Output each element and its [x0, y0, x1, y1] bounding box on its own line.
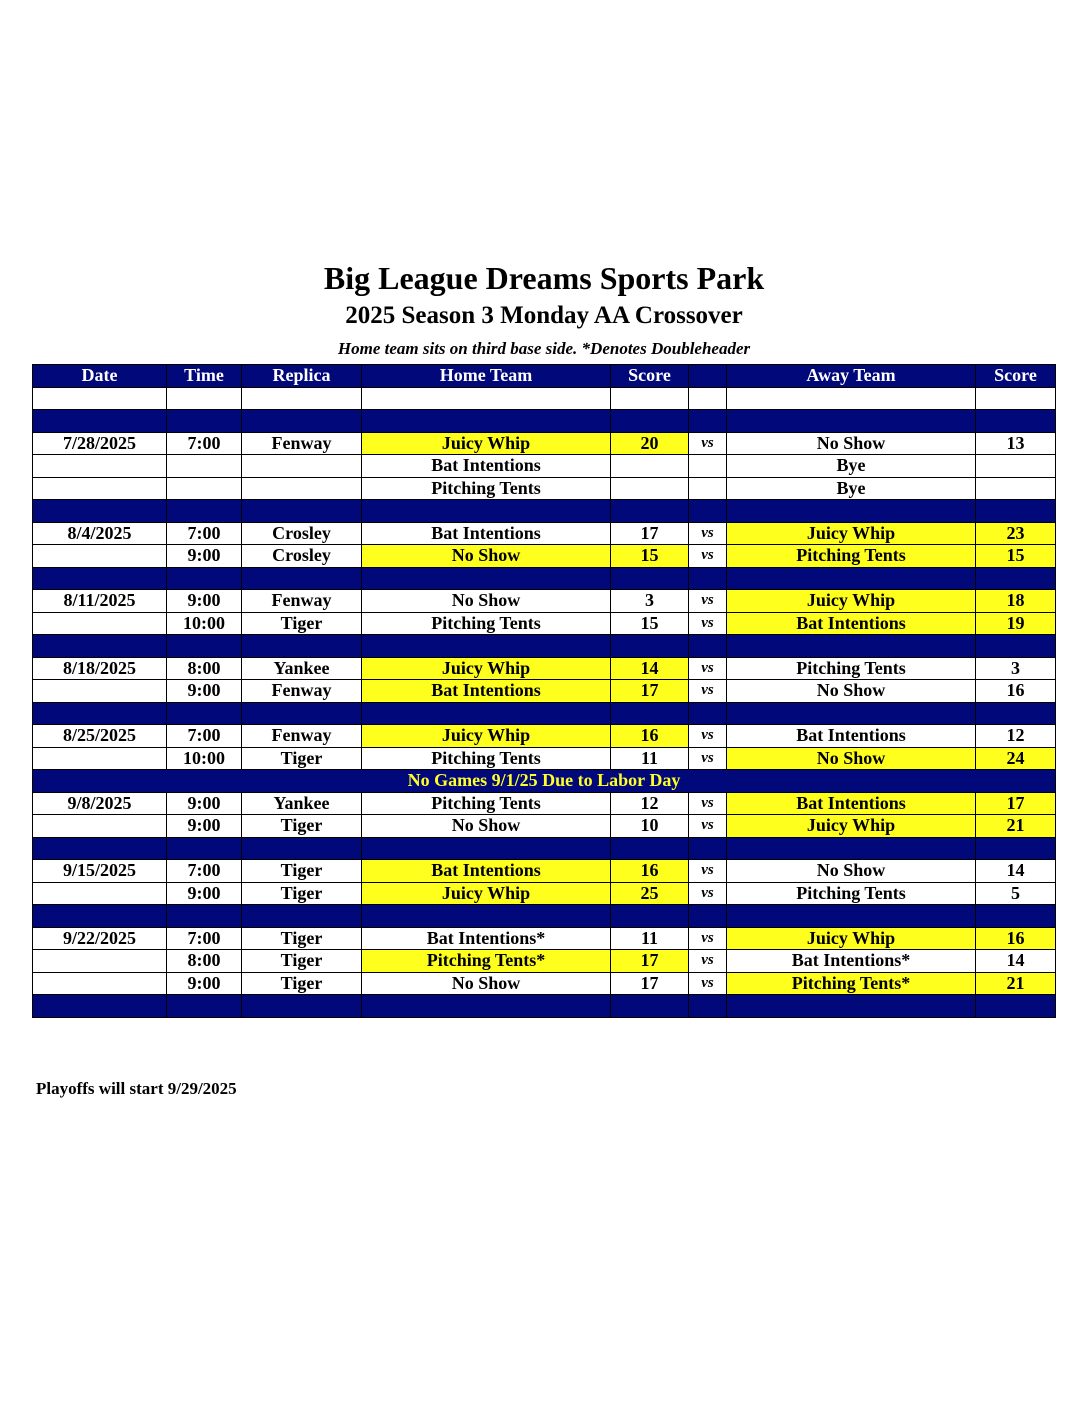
- replica-cell: Yankee: [242, 792, 362, 815]
- table-row: [33, 950, 1056, 973]
- replica-cell: Yankee: [242, 657, 362, 680]
- home-score-cell: [611, 635, 689, 658]
- replica-cell: Crosley: [242, 545, 362, 568]
- table-row: [33, 612, 1056, 635]
- away-score-cell: 21: [976, 972, 1056, 995]
- away-team-cell: Pitching Tents*: [727, 972, 976, 995]
- time-cell: 10:00: [167, 612, 242, 635]
- time-cell: 7:00: [167, 725, 242, 748]
- home-team-cell: [362, 635, 611, 658]
- away-score-cell: [976, 477, 1056, 500]
- date-cell: 7/28/2025: [33, 432, 167, 455]
- home-score-cell: [611, 455, 689, 478]
- time-cell: [167, 455, 242, 478]
- time-cell: 9:00: [167, 545, 242, 568]
- column-header-time: Time: [167, 365, 242, 388]
- vs-cell: vs: [689, 725, 727, 748]
- away-team-cell: [727, 702, 976, 725]
- home-score-cell: [611, 500, 689, 523]
- away-score-cell: 24: [976, 747, 1056, 770]
- replica-cell: Tiger: [242, 860, 362, 883]
- date-cell: 8/25/2025: [33, 725, 167, 748]
- date-cell: [33, 635, 167, 658]
- home-score-cell: 14: [611, 657, 689, 680]
- away-score-cell: 13: [976, 432, 1056, 455]
- column-header-date: Date: [33, 365, 167, 388]
- home-team-cell: Bat Intentions: [362, 522, 611, 545]
- date-cell: 9/8/2025: [33, 792, 167, 815]
- vs-cell: vs: [689, 545, 727, 568]
- replica-cell: [242, 410, 362, 433]
- time-cell: 9:00: [167, 792, 242, 815]
- table-row: [33, 815, 1056, 838]
- page-subtitle: 2025 Season 3 Monday AA Crossover: [345, 302, 743, 329]
- table-row: [33, 477, 1056, 500]
- away-team-cell: Pitching Tents: [727, 545, 976, 568]
- replica-cell: [242, 567, 362, 590]
- away-score-cell: 3: [976, 657, 1056, 680]
- date-cell: [33, 837, 167, 860]
- away-team-cell: Juicy Whip: [727, 590, 976, 613]
- away-score-cell: 14: [976, 950, 1056, 973]
- time-cell: 9:00: [167, 815, 242, 838]
- home-score-cell: 15: [611, 612, 689, 635]
- replica-cell: [242, 837, 362, 860]
- separator-row: [33, 995, 1056, 1018]
- away-team-cell: [727, 387, 976, 410]
- replica-cell: Tiger: [242, 950, 362, 973]
- vs-cell: [689, 837, 727, 860]
- vs-cell: vs: [689, 657, 727, 680]
- replica-cell: [242, 995, 362, 1018]
- home-team-cell: [362, 905, 611, 928]
- vs-cell: vs: [689, 815, 727, 838]
- separator-row: [33, 567, 1056, 590]
- time-cell: [167, 500, 242, 523]
- table-row: [33, 882, 1056, 905]
- table-row: [33, 657, 1056, 680]
- separator-row: [33, 635, 1056, 658]
- away-team-cell: [727, 905, 976, 928]
- away-team-cell: Bat Intentions: [727, 792, 976, 815]
- notice-row: [33, 770, 1056, 793]
- home-team-cell: Juicy Whip: [362, 432, 611, 455]
- separator-row: [33, 905, 1056, 928]
- away-team-cell: Bat Intentions: [727, 612, 976, 635]
- time-cell: [167, 635, 242, 658]
- home-team-cell: [362, 702, 611, 725]
- home-team-cell: [362, 500, 611, 523]
- replica-cell: Tiger: [242, 972, 362, 995]
- replica-cell: [242, 455, 362, 478]
- replica-cell: Tiger: [242, 927, 362, 950]
- time-cell: [167, 995, 242, 1018]
- replica-cell: Fenway: [242, 590, 362, 613]
- home-score-cell: [611, 387, 689, 410]
- replica-cell: Tiger: [242, 882, 362, 905]
- table-row: [33, 972, 1056, 995]
- away-score-cell: [976, 500, 1056, 523]
- column-header-home-team: Home Team: [362, 365, 611, 388]
- table-row: [33, 927, 1056, 950]
- home-team-cell: [362, 387, 611, 410]
- home-score-cell: 11: [611, 747, 689, 770]
- table-row: [33, 792, 1056, 815]
- time-cell: [167, 477, 242, 500]
- vs-cell: [689, 702, 727, 725]
- away-score-cell: [976, 455, 1056, 478]
- home-score-cell: 17: [611, 972, 689, 995]
- separator-row: [33, 702, 1056, 725]
- time-cell: [167, 905, 242, 928]
- home-team-cell: Pitching Tents: [362, 747, 611, 770]
- replica-cell: [242, 635, 362, 658]
- table-row: [33, 680, 1056, 703]
- home-team-cell: Pitching Tents: [362, 612, 611, 635]
- time-cell: 8:00: [167, 950, 242, 973]
- date-cell: 9/22/2025: [33, 927, 167, 950]
- away-team-cell: [727, 410, 976, 433]
- date-cell: [33, 950, 167, 973]
- away-team-cell: [727, 837, 976, 860]
- away-team-cell: Bye: [727, 455, 976, 478]
- vs-cell: [689, 905, 727, 928]
- replica-cell: [242, 702, 362, 725]
- replica-cell: Tiger: [242, 815, 362, 838]
- home-score-cell: [611, 567, 689, 590]
- away-team-cell: No Show: [727, 747, 976, 770]
- away-score-cell: 21: [976, 815, 1056, 838]
- home-team-cell: Bat Intentions: [362, 680, 611, 703]
- time-cell: 7:00: [167, 522, 242, 545]
- date-cell: [33, 500, 167, 523]
- vs-cell: [689, 500, 727, 523]
- date-cell: [33, 702, 167, 725]
- time-cell: [167, 410, 242, 433]
- home-team-cell: Bat Intentions*: [362, 927, 611, 950]
- page-title: Big League Dreams Sports Park: [323, 260, 765, 296]
- time-cell: [167, 702, 242, 725]
- away-score-cell: 5: [976, 882, 1056, 905]
- home-team-cell: Pitching Tents*: [362, 950, 611, 973]
- vs-cell: [689, 387, 727, 410]
- date-cell: [33, 680, 167, 703]
- home-score-cell: 12: [611, 792, 689, 815]
- date-cell: [33, 995, 167, 1018]
- away-score-cell: [976, 410, 1056, 433]
- away-score-cell: [976, 387, 1056, 410]
- away-team-cell: Bye: [727, 477, 976, 500]
- date-cell: [33, 905, 167, 928]
- away-team-cell: Pitching Tents: [727, 882, 976, 905]
- away-score-cell: 14: [976, 860, 1056, 883]
- home-team-cell: No Show: [362, 815, 611, 838]
- home-score-cell: 20: [611, 432, 689, 455]
- table-row: [33, 747, 1056, 770]
- home-team-cell: No Show: [362, 545, 611, 568]
- date-cell: [33, 545, 167, 568]
- vs-cell: [689, 410, 727, 433]
- away-score-cell: 23: [976, 522, 1056, 545]
- away-team-cell: No Show: [727, 860, 976, 883]
- away-score-cell: 18: [976, 590, 1056, 613]
- vs-cell: vs: [689, 950, 727, 973]
- away-score-cell: 16: [976, 927, 1056, 950]
- date-cell: 8/4/2025: [33, 522, 167, 545]
- home-team-cell: [362, 410, 611, 433]
- away-score-cell: [976, 567, 1056, 590]
- home-score-cell: 11: [611, 927, 689, 950]
- separator-row: [33, 410, 1056, 433]
- date-cell: [33, 815, 167, 838]
- home-score-cell: [611, 702, 689, 725]
- table-row: [33, 455, 1056, 478]
- home-score-cell: 15: [611, 545, 689, 568]
- home-team-cell: Bat Intentions: [362, 455, 611, 478]
- home-score-cell: [611, 477, 689, 500]
- home-team-cell: Pitching Tents: [362, 477, 611, 500]
- home-team-cell: [362, 567, 611, 590]
- date-cell: [33, 882, 167, 905]
- away-team-cell: [727, 500, 976, 523]
- time-cell: [167, 837, 242, 860]
- time-cell: 9:00: [167, 590, 242, 613]
- home-score-cell: [611, 837, 689, 860]
- home-team-cell: Pitching Tents: [362, 792, 611, 815]
- time-cell: 9:00: [167, 972, 242, 995]
- blank-row: [33, 387, 1056, 410]
- vs-cell: [689, 995, 727, 1018]
- replica-cell: [242, 387, 362, 410]
- date-cell: [33, 477, 167, 500]
- separator-row: [33, 837, 1056, 860]
- column-header-vs: [689, 365, 727, 388]
- separator-row: [33, 500, 1056, 523]
- table-row: [33, 522, 1056, 545]
- time-cell: 7:00: [167, 860, 242, 883]
- vs-cell: vs: [689, 612, 727, 635]
- home-score-cell: 16: [611, 860, 689, 883]
- date-cell: [33, 972, 167, 995]
- replica-cell: [242, 905, 362, 928]
- time-cell: 7:00: [167, 432, 242, 455]
- vs-cell: vs: [689, 522, 727, 545]
- schedule-note: Home team sits on third base side. *Denotes Doubleheader: [337, 339, 751, 358]
- home-team-cell: [362, 837, 611, 860]
- vs-cell: vs: [689, 882, 727, 905]
- vs-cell: vs: [689, 860, 727, 883]
- vs-cell: vs: [689, 792, 727, 815]
- away-team-cell: [727, 567, 976, 590]
- away-team-cell: Juicy Whip: [727, 927, 976, 950]
- replica-cell: Tiger: [242, 612, 362, 635]
- replica-cell: Crosley: [242, 522, 362, 545]
- away-team-cell: No Show: [727, 680, 976, 703]
- schedule-body: [33, 387, 1056, 1017]
- table-row: [33, 545, 1056, 568]
- away-team-cell: No Show: [727, 432, 976, 455]
- away-score-cell: 16: [976, 680, 1056, 703]
- away-score-cell: [976, 837, 1056, 860]
- home-team-cell: No Show: [362, 590, 611, 613]
- footer-note: Playoffs will start 9/29/2025: [36, 1079, 237, 1098]
- column-header-away-team: Away Team: [727, 365, 976, 388]
- time-cell: 9:00: [167, 680, 242, 703]
- home-score-cell: 17: [611, 522, 689, 545]
- replica-cell: [242, 500, 362, 523]
- vs-cell: vs: [689, 590, 727, 613]
- vs-cell: vs: [689, 432, 727, 455]
- vs-cell: vs: [689, 747, 727, 770]
- schedule-table: [32, 364, 1056, 1018]
- table-row: [33, 432, 1056, 455]
- table-row: [33, 725, 1056, 748]
- home-team-cell: Juicy Whip: [362, 882, 611, 905]
- date-cell: [33, 612, 167, 635]
- away-team-cell: Juicy Whip: [727, 815, 976, 838]
- away-score-cell: [976, 702, 1056, 725]
- time-cell: 9:00: [167, 882, 242, 905]
- replica-cell: Fenway: [242, 725, 362, 748]
- date-cell: [33, 747, 167, 770]
- away-team-cell: [727, 635, 976, 658]
- home-team-cell: No Show: [362, 972, 611, 995]
- vs-cell: [689, 455, 727, 478]
- vs-cell: [689, 635, 727, 658]
- away-score-cell: 12: [976, 725, 1056, 748]
- home-score-cell: [611, 995, 689, 1018]
- home-team-cell: Juicy Whip: [362, 725, 611, 748]
- replica-cell: Fenway: [242, 680, 362, 703]
- notice-text: No Games 9/1/25 Due to Labor Day: [33, 770, 1056, 793]
- home-team-cell: [362, 995, 611, 1018]
- home-score-cell: 17: [611, 680, 689, 703]
- away-score-cell: 17: [976, 792, 1056, 815]
- date-cell: 9/15/2025: [33, 860, 167, 883]
- date-cell: [33, 410, 167, 433]
- column-header-replica: Replica: [242, 365, 362, 388]
- vs-cell: vs: [689, 972, 727, 995]
- away-team-cell: [727, 995, 976, 1018]
- home-score-cell: 10: [611, 815, 689, 838]
- time-cell: 8:00: [167, 657, 242, 680]
- away-team-cell: Juicy Whip: [727, 522, 976, 545]
- date-cell: [33, 567, 167, 590]
- header-row: [33, 365, 1056, 388]
- vs-cell: vs: [689, 680, 727, 703]
- time-cell: [167, 567, 242, 590]
- date-cell: [33, 455, 167, 478]
- vs-cell: [689, 477, 727, 500]
- away-team-cell: Pitching Tents: [727, 657, 976, 680]
- away-team-cell: Bat Intentions: [727, 725, 976, 748]
- replica-cell: [242, 477, 362, 500]
- away-team-cell: Bat Intentions*: [727, 950, 976, 973]
- home-score-cell: 16: [611, 725, 689, 748]
- home-team-cell: Juicy Whip: [362, 657, 611, 680]
- home-score-cell: [611, 410, 689, 433]
- time-cell: 7:00: [167, 927, 242, 950]
- table-row: [33, 860, 1056, 883]
- away-score-cell: [976, 635, 1056, 658]
- replica-cell: Tiger: [242, 747, 362, 770]
- vs-cell: vs: [689, 927, 727, 950]
- column-header-home-score: Score: [611, 365, 689, 388]
- vs-cell: [689, 567, 727, 590]
- away-score-cell: 19: [976, 612, 1056, 635]
- away-score-cell: [976, 995, 1056, 1018]
- home-score-cell: 17: [611, 950, 689, 973]
- column-header-away-score: Score: [976, 365, 1056, 388]
- date-cell: [33, 387, 167, 410]
- time-cell: 10:00: [167, 747, 242, 770]
- replica-cell: Fenway: [242, 432, 362, 455]
- table-row: [33, 590, 1056, 613]
- date-cell: 8/18/2025: [33, 657, 167, 680]
- home-team-cell: Bat Intentions: [362, 860, 611, 883]
- home-score-cell: 25: [611, 882, 689, 905]
- date-cell: 8/11/2025: [33, 590, 167, 613]
- away-score-cell: 15: [976, 545, 1056, 568]
- time-cell: [167, 387, 242, 410]
- home-score-cell: [611, 905, 689, 928]
- home-score-cell: 3: [611, 590, 689, 613]
- away-score-cell: [976, 905, 1056, 928]
